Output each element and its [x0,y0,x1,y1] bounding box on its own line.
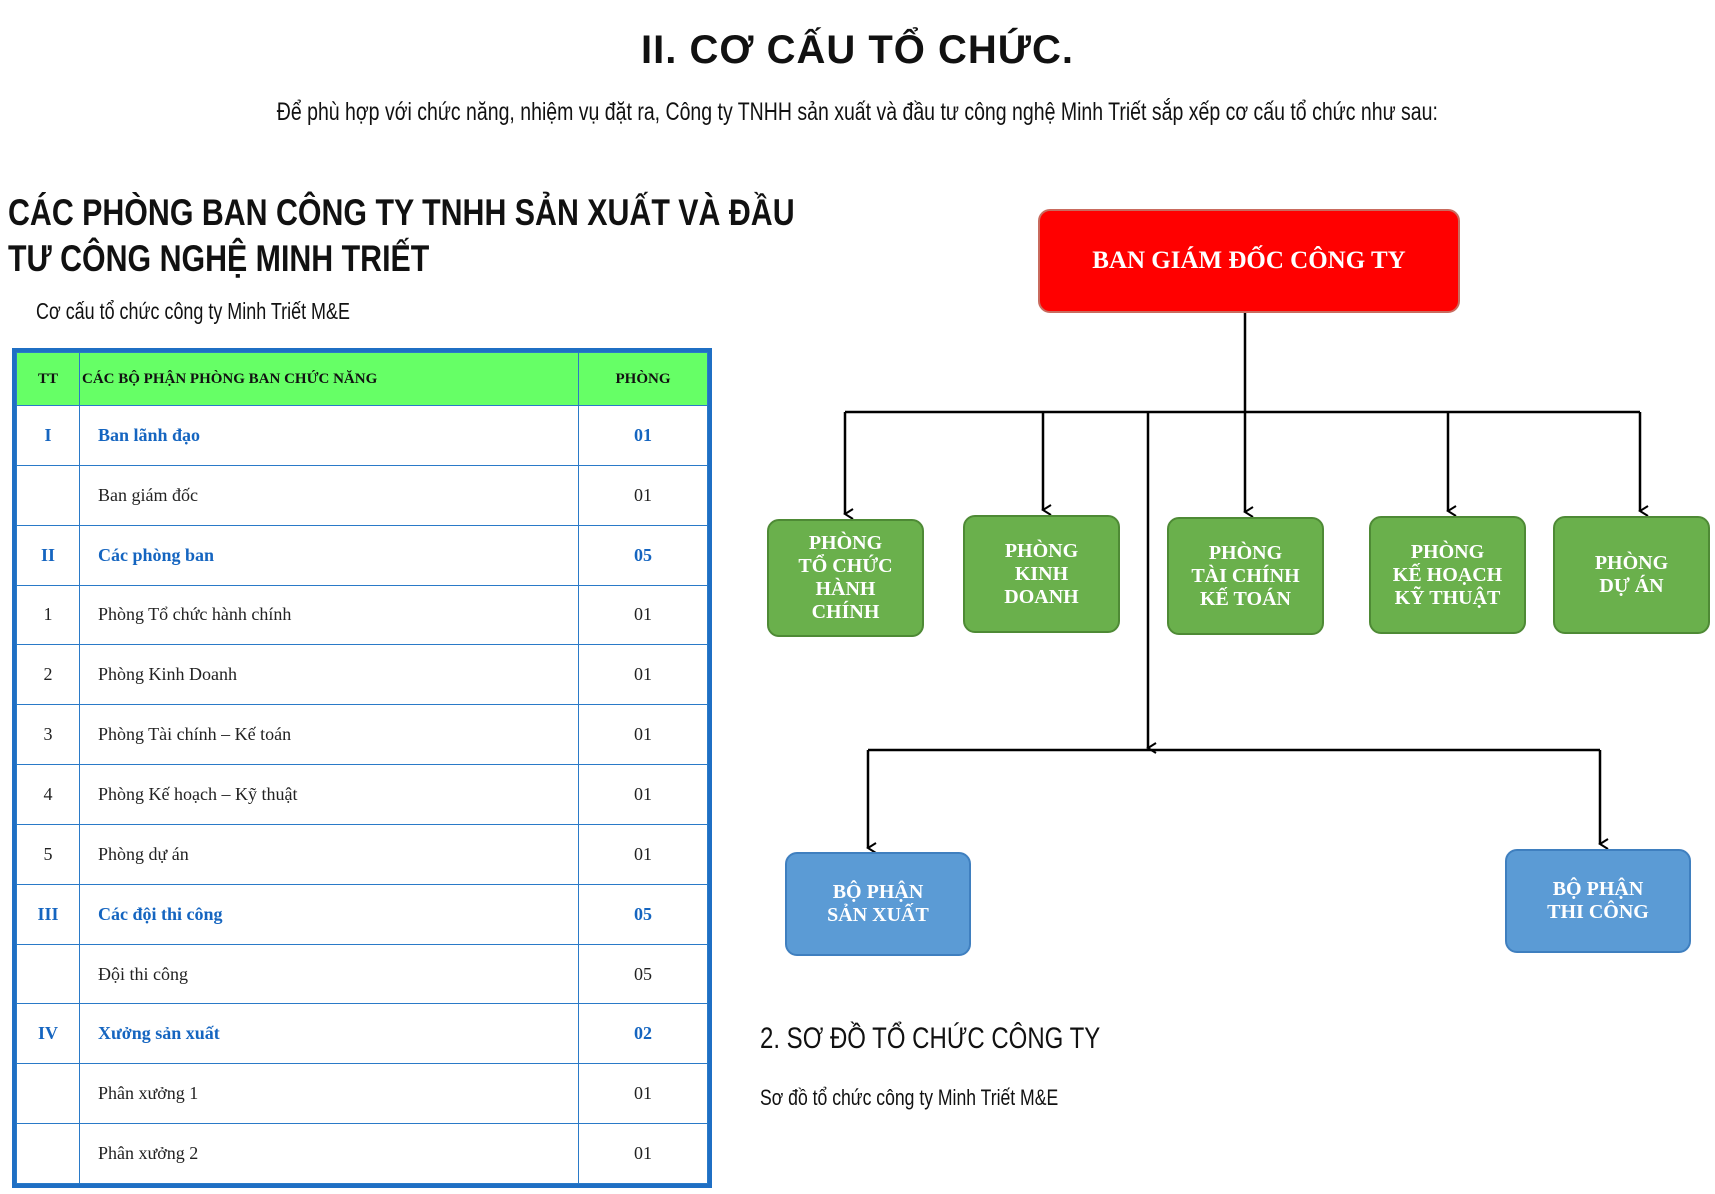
cell-rooms: 02 [579,1004,708,1064]
org-box-admin-department [767,519,924,637]
table-body [17,406,708,1184]
cell-rooms: 05 [579,944,708,1004]
cell-rooms: 01 [579,1124,708,1184]
cell-name: Ban lãnh đạo [80,406,579,466]
table-row [17,824,708,884]
table-row [17,944,708,1004]
cell-name: Phòng Kế hoạch – Kỹ thuật [80,765,579,825]
table-row [17,645,708,705]
org-box-line: TÀI CHÍNH [1191,564,1300,587]
cell-name: Ban giám đốc [80,465,579,525]
org-box-label [1004,540,1078,609]
departments-table-frame [12,348,712,1188]
table-row [17,765,708,825]
cell-name: Phân xưởng 1 [80,1064,579,1124]
table-row [17,406,708,466]
cell-name: Các đội thi công [80,884,579,944]
org-box-line: KẾ HOẠCH [1392,563,1503,586]
cell-tt [17,1124,80,1184]
cell-name: Phân xưởng 2 [80,1124,579,1184]
departments-heading-line1: CÁC PHÒNG BAN CÔNG TY TNHH SẢN XUẤT VÀ ĐẦU [8,192,795,233]
table-row [17,1064,708,1124]
org-box-line: BỘ PHẬN [832,881,924,903]
org-box-planning-department [1369,516,1526,634]
org-box-project-department [1553,516,1710,634]
org-box-line: PHÒNG [808,532,883,554]
departments-heading [8,190,795,282]
org-box-line: PHÒNG [1410,540,1485,563]
table-row [17,1124,708,1184]
table-row [17,884,708,944]
departments-table [16,352,708,1184]
cell-rooms: 01 [579,465,708,525]
org-box-line: TỔ CHỨC [798,555,893,577]
column-header-rooms: PHÒNG [579,353,708,406]
org-box-label [1191,542,1299,611]
cell-name: Phòng dự án [80,824,579,884]
cell-name: Phòng Tài chính – Kế toán [80,705,579,765]
org-box-construction-unit [1505,849,1691,953]
table-row [17,465,708,525]
org-box-line: HÀNH [815,578,876,600]
org-box-line: DOANH [1004,585,1079,608]
chart-section-caption: Sơ đồ tổ chức công ty Minh Triết M&E [760,1085,1059,1110]
cell-name: Các phòng ban [80,525,579,585]
org-box-line: KỸ THUẬT [1394,586,1501,609]
cell-rooms: 01 [579,705,708,765]
cell-tt: II [17,525,80,585]
org-box-label [1393,541,1502,610]
page-title: II. CƠ CẤU TỔ CHỨC. [641,28,1074,72]
org-box-line: PHÒNG [1594,552,1669,574]
cell-rooms: 01 [579,1064,708,1124]
org-box-label [1595,552,1668,598]
cell-tt: 1 [17,585,80,645]
cell-tt: IV [17,1004,80,1064]
org-box-label [1547,878,1649,924]
intro-text: Để phù hợp với chức năng, nhiệm vụ đặt ra, Công ty TNHH sản xuất và đầu tư công nghệ Minh Triết sắp xếp cơ cấu tổ chức như sau: [276,98,1439,126]
org-box-production-unit [785,852,971,956]
column-header-tt: TT [17,353,80,406]
table-row [17,525,708,585]
chart-section-heading: 2. SƠ ĐỒ TỔ CHỨC CÔNG TY [760,1022,1101,1055]
column-header-name: CÁC BỘ PHẬN PHÒNG BAN CHỨC NĂNG [80,353,579,406]
cell-rooms: 05 [579,884,708,944]
table-header-row [17,353,708,406]
cell-rooms: 01 [579,765,708,825]
cell-name: Phòng Kinh Doanh [80,645,579,705]
org-box-line: DỰ ÁN [1599,575,1664,597]
org-box-label [798,532,892,624]
org-box-line: KẾ TOÁN [1200,587,1291,610]
cell-name: Phòng Tổ chức hành chính [80,585,579,645]
cell-tt [17,1064,80,1124]
cell-name: Đội thi công [80,944,579,1004]
cell-tt: 5 [17,824,80,884]
cell-tt: 2 [17,645,80,705]
cell-rooms: 01 [579,585,708,645]
cell-tt: I [17,406,80,466]
org-box-line: THI CÔNG [1547,901,1649,923]
departments-heading-line2: TƯ CÔNG NGHỆ MINH TRIẾT [8,238,430,279]
cell-rooms: 01 [579,406,708,466]
table-row [17,585,708,645]
cell-tt: III [17,884,80,944]
org-box-line: KINH [1014,562,1069,585]
cell-rooms: 01 [579,645,708,705]
cell-tt [17,465,80,525]
org-box-label [827,881,929,927]
org-box-line: SẢN XUẤT [827,904,929,926]
table-row [17,1004,708,1064]
cell-tt: 3 [17,705,80,765]
cell-rooms: 01 [579,824,708,884]
table-caption: Cơ cấu tổ chức công ty Minh Triết M&E [36,298,350,324]
cell-name: Xưởng sản xuất [80,1004,579,1064]
org-box-line: PHÒNG [1004,539,1079,562]
cell-tt [17,944,80,1004]
org-box-line: PHÒNG [1208,541,1283,564]
table-row [17,705,708,765]
org-box-board-of-directors: BAN GIÁM ĐỐC CÔNG TY [1038,209,1460,313]
org-box-sales-department [963,515,1120,633]
org-box-line: BỘ PHẬN [1552,878,1644,900]
cell-tt: 4 [17,765,80,825]
org-box-line: CHÍNH [811,601,880,623]
cell-rooms: 05 [579,525,708,585]
org-chart [760,200,1715,980]
org-box-finance-department [1167,517,1324,635]
